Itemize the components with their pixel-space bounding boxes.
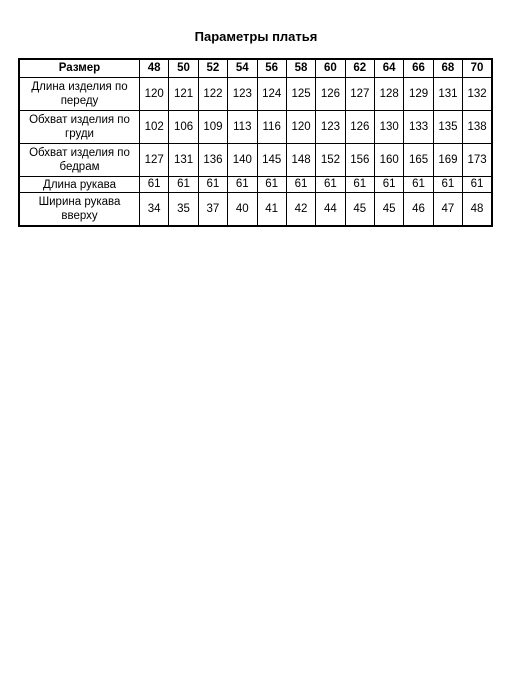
header-size-68: 68 xyxy=(433,59,462,78)
table-cell: 131 xyxy=(433,78,462,111)
table-cell: 61 xyxy=(140,177,169,193)
table-cell: 138 xyxy=(463,111,492,144)
table-cell: 61 xyxy=(169,177,198,193)
table-cell: 123 xyxy=(316,111,345,144)
row-label: Обхват изделия по бедрам xyxy=(19,144,140,177)
table-cell: 61 xyxy=(228,177,257,193)
table-cell: 45 xyxy=(375,193,404,227)
table-row-hip-girth xyxy=(19,144,492,177)
table-cell: 131 xyxy=(169,144,198,177)
table-cell: 135 xyxy=(433,111,462,144)
table-cell: 61 xyxy=(345,177,374,193)
table-cell: 136 xyxy=(198,144,227,177)
table-row-sleeve-length xyxy=(19,177,492,193)
table-cell: 37 xyxy=(198,193,227,227)
table-cell: 47 xyxy=(433,193,462,227)
table-cell: 41 xyxy=(257,193,286,227)
table-cell: 35 xyxy=(169,193,198,227)
table-cell: 61 xyxy=(463,177,492,193)
table-cell: 126 xyxy=(345,111,374,144)
table-cell: 40 xyxy=(228,193,257,227)
header-size-64: 64 xyxy=(375,59,404,78)
table-cell: 45 xyxy=(345,193,374,227)
row-label: Ширина рукава вверху xyxy=(19,193,140,227)
table-cell: 148 xyxy=(286,144,315,177)
table-cell: 106 xyxy=(169,111,198,144)
table-cell: 160 xyxy=(375,144,404,177)
table-cell: 61 xyxy=(404,177,433,193)
table-cell: 44 xyxy=(316,193,345,227)
header-size-62: 62 xyxy=(345,59,374,78)
table-cell: 128 xyxy=(375,78,404,111)
table-cell: 120 xyxy=(140,78,169,111)
table-cell: 113 xyxy=(228,111,257,144)
table-cell: 145 xyxy=(257,144,286,177)
table-cell: 34 xyxy=(140,193,169,227)
table-cell: 140 xyxy=(228,144,257,177)
table-cell: 152 xyxy=(316,144,345,177)
table-cell: 165 xyxy=(404,144,433,177)
row-label: Обхват изделия по груди xyxy=(19,111,140,144)
table-cell: 127 xyxy=(140,144,169,177)
table-cell: 129 xyxy=(404,78,433,111)
header-size-52: 52 xyxy=(198,59,227,78)
header-size-60: 60 xyxy=(316,59,345,78)
table-cell: 156 xyxy=(345,144,374,177)
table-cell: 48 xyxy=(463,193,492,227)
header-size-label: Размер xyxy=(19,59,140,78)
table-cell: 61 xyxy=(375,177,404,193)
header-size-50: 50 xyxy=(169,59,198,78)
table-cell: 133 xyxy=(404,111,433,144)
table-row-front-length xyxy=(19,78,492,111)
table-cell: 121 xyxy=(169,78,198,111)
row-label: Длина рукава xyxy=(19,177,140,193)
table-cell: 61 xyxy=(433,177,462,193)
table-cell: 124 xyxy=(257,78,286,111)
table-row-sleeve-width-top xyxy=(19,193,492,227)
table-cell: 123 xyxy=(228,78,257,111)
header-size-66: 66 xyxy=(404,59,433,78)
table-row-chest-girth xyxy=(19,111,492,144)
table-cell: 130 xyxy=(375,111,404,144)
header-size-54: 54 xyxy=(228,59,257,78)
table-cell: 169 xyxy=(433,144,462,177)
table-cell: 42 xyxy=(286,193,315,227)
table-header-row xyxy=(19,59,492,78)
header-size-48: 48 xyxy=(140,59,169,78)
table-cell: 46 xyxy=(404,193,433,227)
table-cell: 61 xyxy=(257,177,286,193)
row-label: Длина изделия по переду xyxy=(19,78,140,111)
table-cell: 116 xyxy=(257,111,286,144)
table-cell: 61 xyxy=(198,177,227,193)
header-size-56: 56 xyxy=(257,59,286,78)
table-cell: 61 xyxy=(316,177,345,193)
dress-parameters-table xyxy=(18,58,493,227)
table-cell: 120 xyxy=(286,111,315,144)
table-cell: 125 xyxy=(286,78,315,111)
page-title: Параметры платья xyxy=(194,29,318,44)
table-cell: 127 xyxy=(345,78,374,111)
table-cell: 109 xyxy=(198,111,227,144)
table-cell: 132 xyxy=(463,78,492,111)
table-cell: 102 xyxy=(140,111,169,144)
table-cell: 126 xyxy=(316,78,345,111)
table-cell: 61 xyxy=(286,177,315,193)
header-size-70: 70 xyxy=(463,59,492,78)
table-cell: 122 xyxy=(198,78,227,111)
header-size-58: 58 xyxy=(286,59,315,78)
table-cell: 173 xyxy=(463,144,492,177)
